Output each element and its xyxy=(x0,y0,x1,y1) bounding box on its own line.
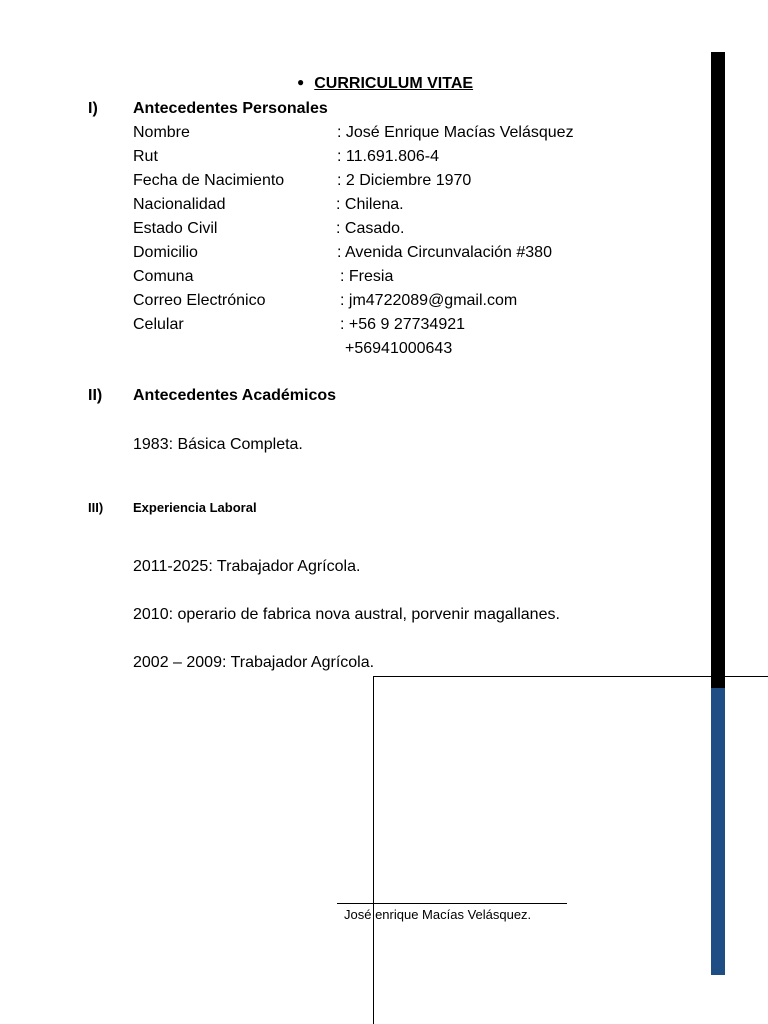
title-text: CURRICULUM VITAE xyxy=(314,75,474,92)
field-label-domicilio: Domicilio xyxy=(133,244,198,261)
field-value-nacionalidad: : Chilena. xyxy=(336,196,404,213)
bullet-icon: ● xyxy=(297,75,305,89)
field-label-correo: Correo Electrónico xyxy=(133,292,266,309)
academic-item: 1983: Básica Completa. xyxy=(133,436,303,453)
field-value-estado-civil: : Casado. xyxy=(336,220,405,237)
section-heading-academic: Antecedentes Académicos xyxy=(133,387,337,404)
field-label-celular: Celular xyxy=(133,316,184,333)
field-value-comuna: : Fresia xyxy=(340,268,394,285)
work-item: 2002 – 2009: Trabajador Agrícola. xyxy=(133,654,375,671)
signature-line xyxy=(337,903,567,904)
decorative-blue-bar xyxy=(711,688,725,975)
field-label-fecha-nacimiento: Fecha de Nacimiento xyxy=(133,172,285,189)
section-heading-work: Experiencia Laboral xyxy=(133,500,257,515)
section-number-personal: I) xyxy=(88,100,98,117)
field-label-nacionalidad: Nacionalidad xyxy=(133,196,226,213)
signature-name: José enrique Macías Velásquez. xyxy=(344,907,532,922)
frame-line-vertical xyxy=(373,676,374,1024)
field-value-domicilio: : Avenida Circunvalación #380 xyxy=(337,244,552,261)
field-value-nombre: : José Enrique Macías Velásquez xyxy=(337,124,574,141)
work-item: 2011-2025: Trabajador Agrícola. xyxy=(133,558,361,575)
frame-line-horizontal xyxy=(373,676,768,677)
field-label-comuna: Comuna xyxy=(133,268,194,285)
work-item: 2010: operario de fabrica nova austral, porvenir magallanes. xyxy=(133,606,560,623)
field-value-celular-2: +56941000643 xyxy=(345,340,453,357)
document-title xyxy=(297,75,473,93)
field-value-celular: : +56 9 27734921 xyxy=(340,316,466,333)
section-heading-personal: Antecedentes Personales xyxy=(133,100,328,117)
section-number-work: III) xyxy=(88,500,104,515)
field-value-rut: : 11.691.806-4 xyxy=(337,148,440,165)
section-number-academic: II) xyxy=(88,387,103,404)
field-label-nombre: Nombre xyxy=(133,124,190,141)
field-label-estado-civil: Estado Civil xyxy=(133,220,218,237)
field-label-rut: Rut xyxy=(133,148,158,165)
field-value-fecha-nacimiento: : 2 Diciembre 1970 xyxy=(337,172,472,189)
decorative-black-bar xyxy=(711,52,725,688)
field-value-correo: : jm4722089@gmail.com xyxy=(340,292,518,309)
